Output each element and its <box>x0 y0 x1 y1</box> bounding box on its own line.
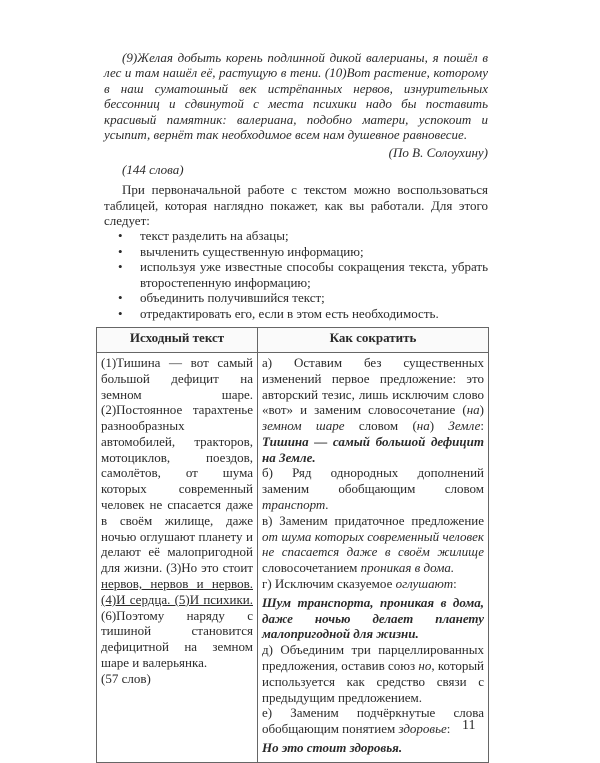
source-text: (6)Поэтому наряду с тишиной становится дефицитной на земном шаре и валерьянка. <box>101 607 253 671</box>
header-how: Как сократить <box>258 327 489 352</box>
step-g-result: Шум транспорта, проникая в дома, даже ночью делает планету малопригодной для жизни. <box>262 594 484 642</box>
step-g: г) Исключим сказуемое оглушают: <box>262 576 457 592</box>
table-row <box>97 352 489 762</box>
source-text-cell <box>97 352 258 762</box>
step-b: б) Ряд однородных дополнений заменим обобщающим словом транспорт. <box>262 465 484 513</box>
underlined-text: нервов, нервов и нервов. (4)И сердца. (5)И психики. <box>101 576 253 607</box>
step-v: в) Заменим придаточное предложение от шума которых современный человек не спасается даже в своём жилище словосочетанием проникая в дома. <box>262 512 484 576</box>
page-body <box>101 50 488 763</box>
quote-text: (9)Желая добыть корень подлинной дикой валерианы, я пошёл в лес и там нашёл её, растущую в тени. (10)Вот растение, которому в наш суматошный век истрёпанных нервов, изнурительных бессонниц и сдвинутой с места психики надо бы поставить красивый памятник: валериана, подобно матери, успокоит и усыпит, вернёт так необходимое всем нам душевное равновесие. <box>104 50 488 143</box>
list-item: • вычленить существенную информацию; <box>140 244 488 259</box>
list-item: • объединить получившийся текст; <box>140 290 488 305</box>
step-e: е) Заменим подчёркнутые слова обобщающим понятием здоровье: <box>262 705 484 737</box>
quote-attribution: (По В. Солоухину) <box>388 145 488 161</box>
how-cell <box>258 352 489 762</box>
page-number: 11 <box>462 718 476 733</box>
word-count: (144 слова) <box>122 161 184 177</box>
table-header-row <box>97 327 489 352</box>
step-d: д) Объединим три парцеллированных предложения, оставив союз но, который используется как средство связи с предыдущим предложением. <box>262 642 485 705</box>
list-item: • используя уже известные способы сокращения текста, убрать второстепенную информацию; <box>140 259 488 290</box>
steps-list <box>104 228 488 320</box>
compression-table <box>96 327 489 763</box>
list-item: • отредактировать его, если в этом есть необходимость. <box>140 306 488 321</box>
intro-paragraph: При первоначальной работе с текстом можно воспользоваться таблицей, которая наглядно покажет, как вы работали. Для этого следует: <box>104 182 488 229</box>
source-word-count: (57 слов) <box>101 670 151 686</box>
header-source: Исходный текст <box>97 327 258 352</box>
source-text: (1)Тишина — вот самый большой дефицит на земном шаре. (2)Постоянное тарахтенье разнообразных автомобилей, тракторов, мотоциклов, поездов, самолётов, от шума которых современный человек не спасается даже в своём жилище, даже ночью оглушают планету и делают её малопригодной для жизни. (3)Но это стоит <box>101 354 253 576</box>
list-item: • текст разделить на абзацы; <box>140 228 488 243</box>
step-e-result: Но это стоит здоровья. <box>262 740 403 756</box>
step-a: а) Оставим без существенных изменений первое предложение: это авторский тезис, лишь исключим слово «вот» и заменим словосочетание (на) земном шаре словом (на) Земле: Тишина — самый большой дефицит на Земле. <box>262 354 484 465</box>
